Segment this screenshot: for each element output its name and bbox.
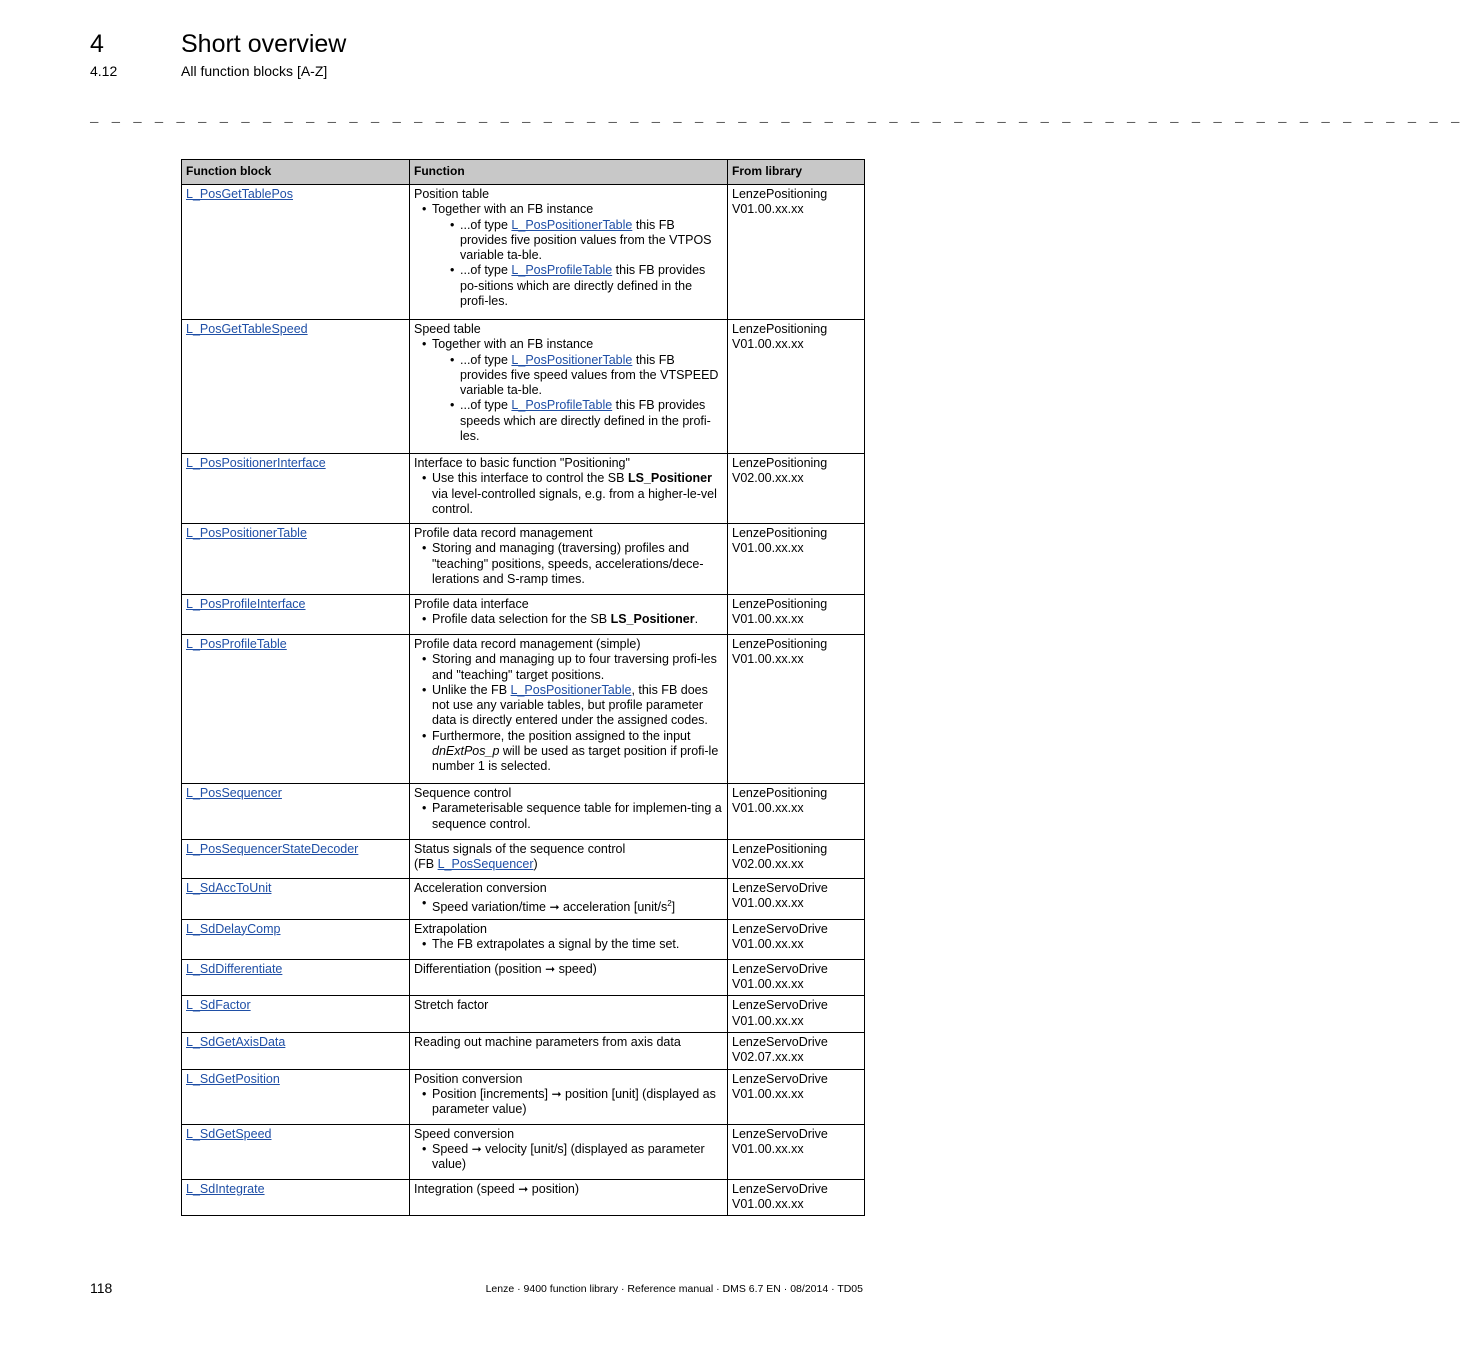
library-version: V02.07.xx.xx: [732, 1050, 804, 1065]
text: Furthermore, the position assigned to the input: [432, 728, 691, 743]
library-name: LenzeServoDrive: [732, 961, 828, 976]
text: ]: [671, 900, 676, 915]
function-cell: [410, 524, 728, 595]
block-cell: [182, 524, 410, 595]
block-link[interactable]: L_PosProfileTable: [186, 637, 287, 651]
text: Position [increments]: [432, 1086, 552, 1101]
function-title: Profile data record management (simple): [414, 637, 641, 651]
library-cell: [728, 784, 865, 840]
library-version: V01.00.xx.xx: [732, 202, 804, 217]
library-name: LenzePositioning: [732, 187, 828, 201]
bold-text: LS_Positioner: [610, 612, 695, 627]
library-cell: [728, 919, 865, 959]
library-version: V02.00.xx.xx: [732, 471, 804, 486]
table-row: [182, 1069, 865, 1124]
header-rule: _ _ _ _ _ _ _ _ _ _ _ _ _ _ _ _ _ _ _ _ _ _ _ _ _ _ _ _ _ _ _ _ _ _ _ _ _ _ _ _ _ _ _ _ _ _ _ _ _ _ _ _ _ _ _ _ _ _ _ _ _ _ _ _: [90, 110, 1462, 126]
text: Use this interface to control the SB: [432, 471, 628, 486]
function-title: Profile data interface: [414, 597, 529, 611]
table-row: [182, 840, 865, 879]
block-cell: [182, 879, 410, 920]
text: acceleration [unit/s: [559, 900, 668, 915]
text: this FB provides po-sitions which are directly defined in the profi-les.: [460, 263, 706, 309]
right-arrow-icon: ➞: [471, 1141, 482, 1156]
section-number: 4.12: [90, 63, 118, 79]
page-number: 118: [90, 1280, 113, 1296]
sub-bullet-list: [432, 218, 723, 310]
library-version: V01.00.xx.xx: [732, 337, 804, 352]
library-cell: [728, 1069, 865, 1124]
block-cell: [182, 185, 410, 320]
bold-text: LS_Positioner: [627, 471, 712, 486]
library-cell: [728, 959, 865, 996]
bullet-list: [414, 896, 723, 915]
list-item: [414, 471, 723, 517]
library-version: V01.00.xx.xx: [732, 977, 804, 992]
bullet-text: Together with an FB instance: [432, 202, 594, 217]
text: ): [533, 857, 538, 872]
list-item: • Parameterisable sequence table for implemen-ting a sequence control.: [414, 801, 723, 832]
function-block-table: [181, 159, 865, 1216]
text: ...of type: [460, 352, 512, 367]
bullet-list: [414, 652, 723, 774]
right-arrow-icon: ➞: [545, 961, 556, 976]
bullet-list: [414, 541, 723, 587]
function-cell: [410, 919, 728, 959]
library-name: LenzeServoDrive: [732, 1071, 828, 1086]
library-cell: [728, 879, 865, 920]
function-cell: [410, 454, 728, 524]
function-title: Acceleration conversion: [414, 881, 547, 895]
function-cell: [410, 840, 728, 879]
function-title: Stretch factor: [414, 998, 489, 1013]
library-name: LenzeServoDrive: [732, 921, 828, 936]
ref-link[interactable]: L_PosProfileTable: [511, 263, 613, 278]
ref-link[interactable]: L_PosPositionerTable: [510, 682, 632, 697]
list-item: [446, 353, 723, 399]
function-cell: [410, 1124, 728, 1179]
block-cell: [182, 919, 410, 959]
library-name: LenzePositioning: [732, 842, 828, 856]
block-link[interactable]: L_SdDifferentiate: [186, 961, 283, 976]
text: this FB provides speeds which are directly defined in the profi-les.: [460, 398, 711, 444]
right-arrow-icon: ➞: [518, 1181, 529, 1196]
function-title: Reading out machine parameters from axis data: [414, 1034, 681, 1049]
text: ...of type: [460, 398, 512, 413]
ref-link[interactable]: L_PosPositionerTable: [511, 217, 633, 232]
bullet-list: [414, 1142, 723, 1173]
function-cell: [410, 996, 728, 1033]
function-title: [414, 1182, 723, 1197]
right-arrow-icon: ➞: [549, 900, 560, 915]
library-cell: [728, 185, 865, 320]
function-cell: [410, 635, 728, 784]
function-title: Profile data record management: [414, 526, 593, 540]
library-name: LenzeServoDrive: [732, 1034, 828, 1049]
block-cell: [182, 595, 410, 635]
table-row: [182, 320, 865, 454]
block-link[interactable]: L_PosSequencerStateDecoder: [186, 842, 359, 856]
list-item: [414, 612, 723, 627]
library-cell: [728, 996, 865, 1033]
function-cell: [410, 1032, 728, 1069]
library-cell: [728, 454, 865, 524]
sub-bullet-list: [432, 353, 723, 445]
library-version: V01.00.xx.xx: [732, 937, 804, 952]
bullet-list: [414, 471, 723, 517]
function-title: Speed conversion: [414, 1126, 515, 1141]
list-item: [414, 337, 723, 444]
block-link[interactable]: L_PosPositionerInterface: [186, 456, 326, 470]
library-name: LenzeServoDrive: [732, 1126, 828, 1141]
library-name: LenzePositioning: [732, 456, 828, 470]
block-link[interactable]: L_SdGetSpeed: [186, 1126, 272, 1141]
text: (FB: [414, 857, 438, 872]
function-title: Speed table: [414, 322, 481, 336]
library-name: LenzePositioning: [732, 786, 828, 800]
superscript: 2: [667, 899, 672, 909]
table-row: [182, 784, 865, 840]
block-link[interactable]: L_PosGetTableSpeed: [186, 322, 308, 336]
function-title: Interface to basic function "Positioning": [414, 456, 630, 470]
table-row: [182, 1179, 865, 1216]
bullet-list: [414, 1087, 723, 1118]
list-item: • Storing and managing (traversing) profiles and "teaching" positions, speeds, accelerations/dece-lerations and S-ramp times.: [414, 541, 723, 587]
function-cell: [410, 879, 728, 920]
block-cell: [182, 959, 410, 996]
block-cell: [182, 320, 410, 454]
table-row: [182, 454, 865, 524]
function-cell: [410, 784, 728, 840]
table-row: [182, 1124, 865, 1179]
function-cell: [410, 185, 728, 320]
table-row: [182, 185, 865, 320]
list-item: [414, 1087, 723, 1118]
block-cell: [182, 840, 410, 879]
function-cell: [410, 595, 728, 635]
function-title: [414, 962, 723, 977]
list-item: • Storing and managing up to four traversing profi-les and "teaching" target positions.: [414, 652, 723, 683]
text: position): [528, 1181, 580, 1196]
block-cell: [182, 1179, 410, 1216]
text: Profile data selection for the SB: [432, 612, 611, 627]
header-function: Function: [410, 160, 728, 185]
function-title: Position conversion: [414, 1071, 523, 1086]
list-item: [446, 218, 723, 264]
library-version: V01.00.xx.xx: [732, 801, 804, 816]
ref-link[interactable]: L_PosSequencer: [437, 857, 534, 872]
table-row: [182, 996, 865, 1033]
library-version: V01.00.xx.xx: [732, 541, 804, 556]
list-item: [446, 398, 723, 444]
block-link[interactable]: L_PosPositionerTable: [186, 526, 307, 540]
block-cell: [182, 996, 410, 1033]
library-name: LenzeServoDrive: [732, 881, 828, 895]
function-subtitle: [414, 857, 723, 872]
text: via level-controlled signals, e.g. from a higher-le-vel control.: [432, 486, 717, 516]
table-row: [182, 524, 865, 595]
header-from-library: From library: [728, 160, 865, 185]
list-item: • The FB extrapolates a signal by the time set.: [414, 937, 723, 952]
block-cell: [182, 784, 410, 840]
text: , this FB does not use any variable tables, but profile parameter data is directly entered under the assigned codes.: [432, 682, 708, 728]
text: ...of type: [460, 217, 512, 232]
block-link[interactable]: L_SdDelayComp: [186, 921, 281, 936]
library-version: V01.00.xx.xx: [732, 1013, 804, 1028]
block-cell: [182, 1069, 410, 1124]
library-name: LenzeServoDrive: [732, 1181, 828, 1196]
section-title: All function blocks [A-Z]: [181, 63, 328, 79]
list-item: [414, 729, 723, 775]
library-name: LenzePositioning: [732, 526, 828, 540]
function-title: Sequence control: [414, 786, 512, 800]
text: position [unit] (displayed as parameter value): [432, 1086, 716, 1117]
block-cell: [182, 1124, 410, 1179]
library-name: LenzePositioning: [732, 637, 828, 651]
chapter-number: 4: [90, 30, 104, 58]
library-version: V01.00.xx.xx: [732, 1141, 804, 1156]
function-cell: [410, 320, 728, 454]
library-cell: [728, 595, 865, 635]
block-link[interactable]: L_PosSequencer: [186, 786, 282, 800]
bullet-list: [414, 612, 723, 627]
block-link[interactable]: L_PosGetTablePos: [186, 187, 294, 201]
table-row: [182, 595, 865, 635]
table-header-row: [182, 160, 865, 185]
text: ...of type: [460, 263, 512, 278]
library-cell: [728, 1124, 865, 1179]
block-cell: [182, 454, 410, 524]
function-title: Position table: [414, 187, 490, 201]
list-item: [446, 263, 723, 309]
function-cell: [410, 1069, 728, 1124]
table-row: [182, 879, 865, 920]
right-arrow-icon: ➞: [551, 1086, 562, 1101]
library-name: LenzePositioning: [732, 322, 828, 336]
list-item: [414, 1142, 723, 1173]
function-title: Extrapolation: [414, 921, 487, 936]
italic-text: dnExtPos_p: [432, 744, 500, 759]
bullet-list: [414, 337, 723, 444]
text: Speed variation/time: [432, 900, 550, 915]
library-version: V01.00.xx.xx: [732, 896, 804, 911]
library-cell: [728, 635, 865, 784]
ref-link[interactable]: L_PosPositionerTable: [511, 352, 633, 367]
function-cell: [410, 1179, 728, 1216]
text: Differentiation (position: [414, 961, 546, 976]
list-item: [414, 202, 723, 309]
text: Speed: [432, 1141, 472, 1156]
text: this FB provides five speed values from the VTSPEED variable ta-ble.: [460, 352, 719, 398]
block-link[interactable]: L_SdAccToUnit: [186, 881, 272, 895]
bullet-list: [414, 202, 723, 309]
table-row: [182, 635, 865, 784]
text: this FB provides five position values from the VTPOS variable ta-ble.: [460, 217, 712, 263]
block-link[interactable]: L_PosProfileInterface: [186, 597, 306, 611]
footer-text: Lenze · 9400 function library · Reference manual · DMS 6.7 EN · 08/2014 · TD05: [485, 1283, 863, 1295]
library-version: V01.00.xx.xx: [732, 1086, 804, 1101]
chapter-title: Short overview: [181, 30, 347, 58]
table-row: [182, 1032, 865, 1069]
library-cell: [728, 1179, 865, 1216]
library-version: V01.00.xx.xx: [732, 1196, 804, 1211]
text: velocity [unit/s] (displayed as parameter value): [432, 1141, 705, 1172]
bullet-list: [414, 801, 723, 832]
library-cell: [728, 840, 865, 879]
bullet-list: [414, 937, 723, 952]
text: .: [694, 612, 699, 627]
library-cell: [728, 320, 865, 454]
header-function-block: Function block: [182, 160, 410, 185]
block-link[interactable]: L_SdFactor: [186, 998, 251, 1013]
text: Integration (speed: [414, 1181, 519, 1196]
block-cell: [182, 1032, 410, 1069]
table-row: [182, 959, 865, 996]
library-cell: [728, 1032, 865, 1069]
table-row: [182, 919, 865, 959]
library-name: LenzePositioning: [732, 597, 828, 611]
text: will be used as target position if profi-le number 1 is selected.: [432, 744, 719, 774]
list-item: [414, 683, 723, 729]
function-cell: [410, 959, 728, 996]
block-link[interactable]: L_SdIntegrate: [186, 1181, 265, 1196]
bullet-text: Together with an FB instance: [432, 337, 594, 352]
text: speed): [555, 961, 597, 976]
list-item: [414, 896, 723, 915]
ref-link[interactable]: L_PosProfileTable: [511, 398, 613, 413]
library-version: V02.00.xx.xx: [732, 857, 804, 872]
block-cell: [182, 635, 410, 784]
function-title: Status signals of the sequence control: [414, 842, 626, 856]
text: Unlike the FB: [432, 682, 511, 697]
library-version: V01.00.xx.xx: [732, 652, 804, 667]
library-cell: [728, 524, 865, 595]
block-link[interactable]: L_SdGetPosition: [186, 1071, 280, 1086]
block-link[interactable]: L_SdGetAxisData: [186, 1034, 286, 1049]
library-version: V01.00.xx.xx: [732, 612, 804, 627]
library-name: LenzeServoDrive: [732, 998, 828, 1013]
